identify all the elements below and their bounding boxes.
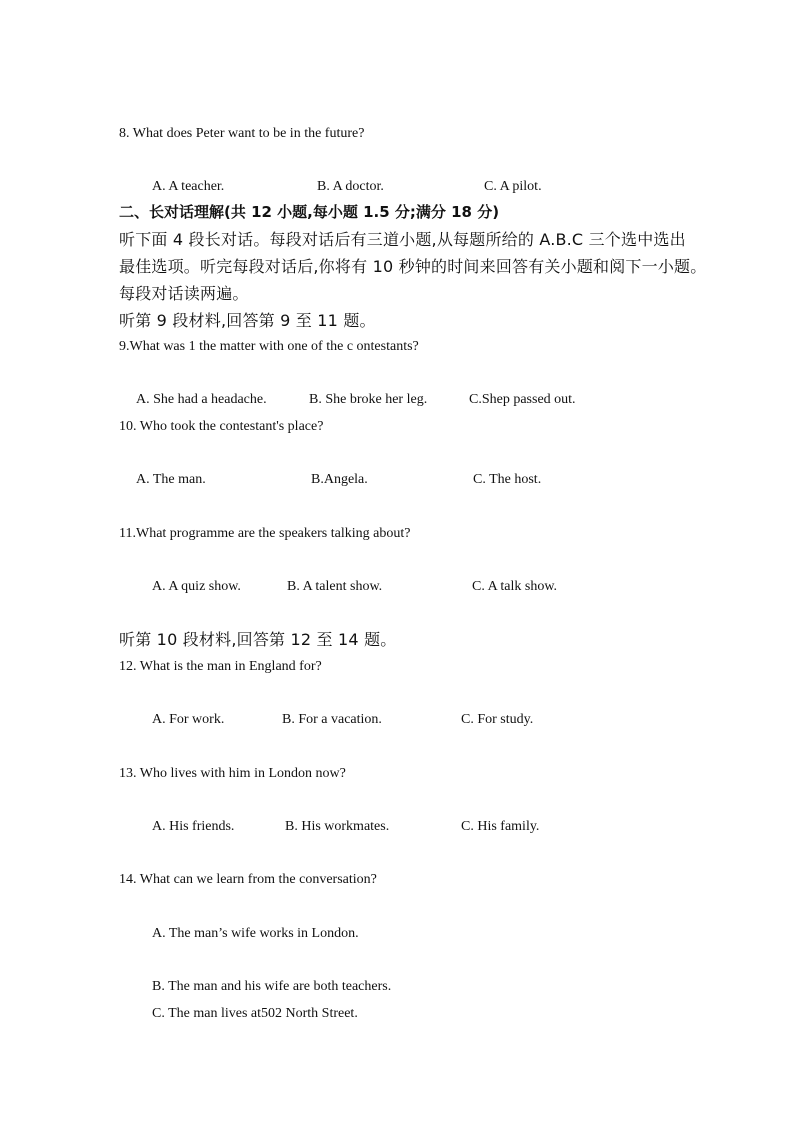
q11-option-b: B. A talent show. [287,579,383,594]
q11-option-c: C. A talk show. [472,579,558,594]
question-11: 11.What programme are the speakers talking about? [119,526,411,541]
q10-option-a: A. The man. [136,472,206,487]
section-2-instruction-line-2: 最佳选项。听完每段对话后,你将有 10 秒钟的时间来回答有关小题和阅下一小题。 [119,257,707,276]
q8-option-a: A. A teacher. [152,179,225,194]
q8-option-c: C. A pilot. [484,179,542,194]
q12-option-b: B. For a vacation. [282,712,382,727]
section-2-title: 二、长对话理解(共 12 小题,每小题 1.5 分;满分 18 分) [119,203,500,221]
q14-option-a: A. The man’s wife works in London. [152,926,359,941]
question-12: 12. What is the man in England for? [119,659,322,674]
q10-option-b: B.Angela. [311,472,368,487]
q9-option-b: B. She broke her leg. [309,392,428,407]
q13-option-c: C. His family. [461,819,540,834]
question-10: 10. Who took the contestant's place? [119,419,324,434]
q12-option-a: A. For work. [152,712,225,727]
q8-option-b: B. A doctor. [317,179,384,194]
q13-option-b: B. His workmates. [285,819,390,834]
q12-option-c: C. For study. [461,712,534,727]
material-10-heading: 听第 10 段材料,回答第 12 至 14 题。 [119,630,397,649]
section-2-instruction-line-3: 每段对话读两遍。 [119,284,249,303]
q14-option-c: C. The man lives at502 North Street. [152,1006,358,1021]
q9-option-a: A. She had a headache. [136,392,267,407]
question-8: 8. What does Peter want to be in the future? [119,126,365,141]
q14-option-b: B. The man and his wife are both teachers. [152,979,392,994]
q9-option-c: C.Shep passed out. [469,392,576,407]
material-9-heading: 听第 9 段材料,回答第 9 至 11 题。 [119,311,376,330]
q10-option-c: C. The host. [473,472,542,487]
q11-option-a: A. A quiz show. [152,579,241,594]
question-14: 14. What can we learn from the conversation? [119,872,377,887]
q13-option-a: A. His friends. [152,819,235,834]
section-2-instruction-line-1: 听下面 4 段长对话。每段对话后有三道小题,从每题所给的 A.B.C 三个选中选出 [119,230,686,249]
question-13: 13. Who lives with him in London now? [119,766,346,781]
question-9: 9.What was 1 the matter with one of the c ontestants? [119,339,419,354]
